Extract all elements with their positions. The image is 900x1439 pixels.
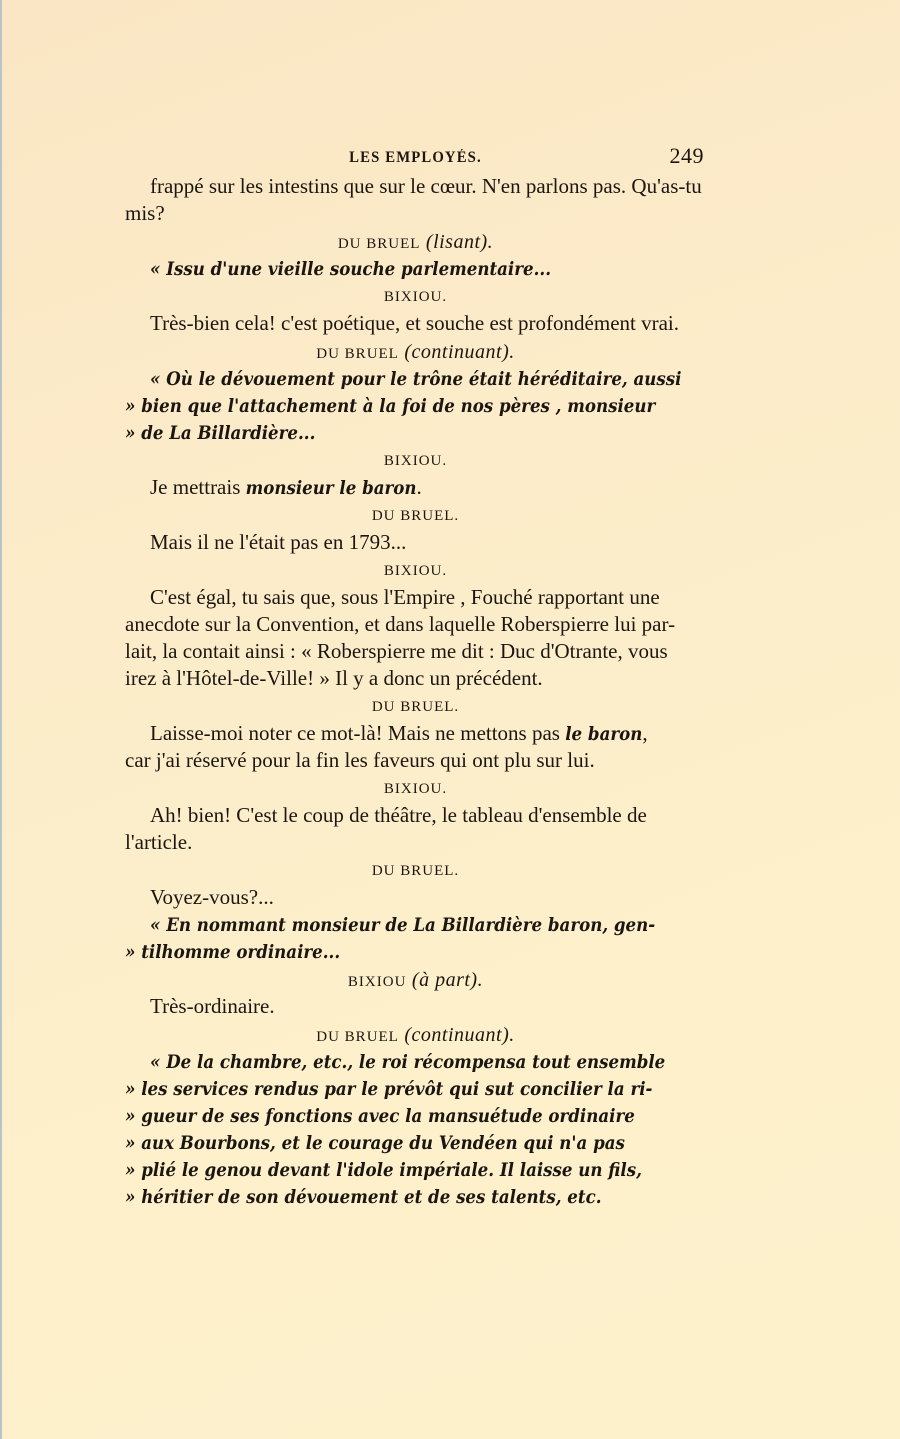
speaker-name: BIXIOU xyxy=(347,974,407,990)
running-head xyxy=(125,143,706,173)
speaker-heading xyxy=(125,965,706,993)
speaker-heading xyxy=(125,501,706,529)
stage-direction: (continuant). xyxy=(398,341,515,363)
quoted-line: » tilhomme ordinaire... xyxy=(125,942,341,963)
text-line: l'article. xyxy=(125,830,193,854)
stage-direction: (lisant). xyxy=(420,231,494,253)
text-line: irez à l'Hôtel-de-Ville! » Il y a donc un précédent. xyxy=(125,666,543,690)
book-page xyxy=(125,143,706,1210)
quoted-line: » de La Billardière... xyxy=(125,423,316,444)
text-line: frappé sur les intestins que sur le cœur. N'en parlons pas. Qu'as-tu xyxy=(150,174,702,198)
text-line: lait, la contait ainsi : « Roberspierre me dit : Duc d'Otrante, vous xyxy=(125,639,668,663)
text-line: Je mettrais monsieur le baron. xyxy=(150,475,422,499)
speaker-name: BIXIOU. xyxy=(383,289,448,305)
scan-edge xyxy=(0,0,2,1439)
emphasis: le baron xyxy=(565,724,643,745)
quoted-line: « Où le dévouement pour le trône était héréditaire, aussi xyxy=(150,369,682,390)
speaker-name: BIXIOU. xyxy=(383,563,448,579)
quoted-line: » gueur de ses fonctions avec la mansuétude ordinaire xyxy=(125,1106,635,1127)
speaker-heading xyxy=(125,556,706,584)
quoted-line: » bien que l'attachement à la foi de nos pères , monsieur xyxy=(125,396,656,417)
speaker-name: DU BRUEL. xyxy=(371,699,460,715)
speaker-heading xyxy=(125,856,706,884)
page-number: 249 xyxy=(669,143,704,168)
speaker-heading xyxy=(125,282,706,310)
text-line: Laisse-moi noter ce mot-là! Mais ne mettons pas le baron, xyxy=(150,721,648,745)
text-line: Voyez-vous?... xyxy=(150,885,274,909)
quoted-line: » plié le genou devant l'idole impériale. Il laisse un fils, xyxy=(125,1160,642,1181)
running-title: LES EMPLOYÉS. xyxy=(349,149,482,166)
speaker-name: BIXIOU. xyxy=(383,781,448,797)
emphasis: monsieur le baron xyxy=(245,478,417,499)
text-line: Ah! bien! C'est le coup de théâtre, le tableau d'ensemble de xyxy=(150,803,647,827)
stage-direction: (continuant). xyxy=(398,1024,515,1046)
stage-direction: (à part). xyxy=(406,969,484,991)
speaker-heading xyxy=(125,337,706,365)
speaker-name: DU BRUEL xyxy=(337,236,421,252)
speaker-heading xyxy=(125,774,706,802)
speaker-heading xyxy=(125,227,706,255)
quoted-line: » aux Bourbons, et le courage du Vendéen qui n'a pas xyxy=(125,1133,625,1154)
speaker-heading xyxy=(125,692,706,720)
speaker-name: DU BRUEL xyxy=(316,1029,399,1045)
quoted-line: « De la chambre, etc., le roi récompensa tout ensemble xyxy=(150,1052,666,1073)
quoted-line: « Issu d'une vieille souche parlementaire... xyxy=(150,259,551,280)
text-line: C'est égal, tu sais que, sous l'Empire , Fouché rapportant une xyxy=(150,585,660,609)
text-line: car j'ai réservé pour la fin les faveurs qui ont plu sur lui. xyxy=(125,748,595,772)
text-line: anecdote sur la Convention, et dans laquelle Roberspierre lui par- xyxy=(125,612,676,636)
speaker-heading xyxy=(125,1020,706,1048)
page-body xyxy=(125,173,706,1210)
quoted-line: » héritier de son dévouement et de ses talents, etc. xyxy=(125,1187,602,1208)
quoted-line: « En nommant monsieur de La Billardière baron, gen- xyxy=(150,915,656,936)
speaker-name: DU BRUEL. xyxy=(371,508,460,524)
text-line: Mais il ne l'était pas en 1793... xyxy=(150,530,407,554)
text-line: Très-bien cela! c'est poétique, et souche est profondément vrai. xyxy=(150,311,679,335)
quoted-line: » les services rendus par le prévôt qui sut concilier la ri- xyxy=(125,1079,653,1100)
speaker-name: BIXIOU. xyxy=(383,453,448,469)
speaker-heading xyxy=(125,446,706,474)
text-line: Très-ordinaire. xyxy=(150,994,275,1018)
speaker-name: DU BRUEL xyxy=(316,346,399,362)
text-line: mis? xyxy=(125,201,165,225)
speaker-name: DU BRUEL. xyxy=(371,863,460,879)
